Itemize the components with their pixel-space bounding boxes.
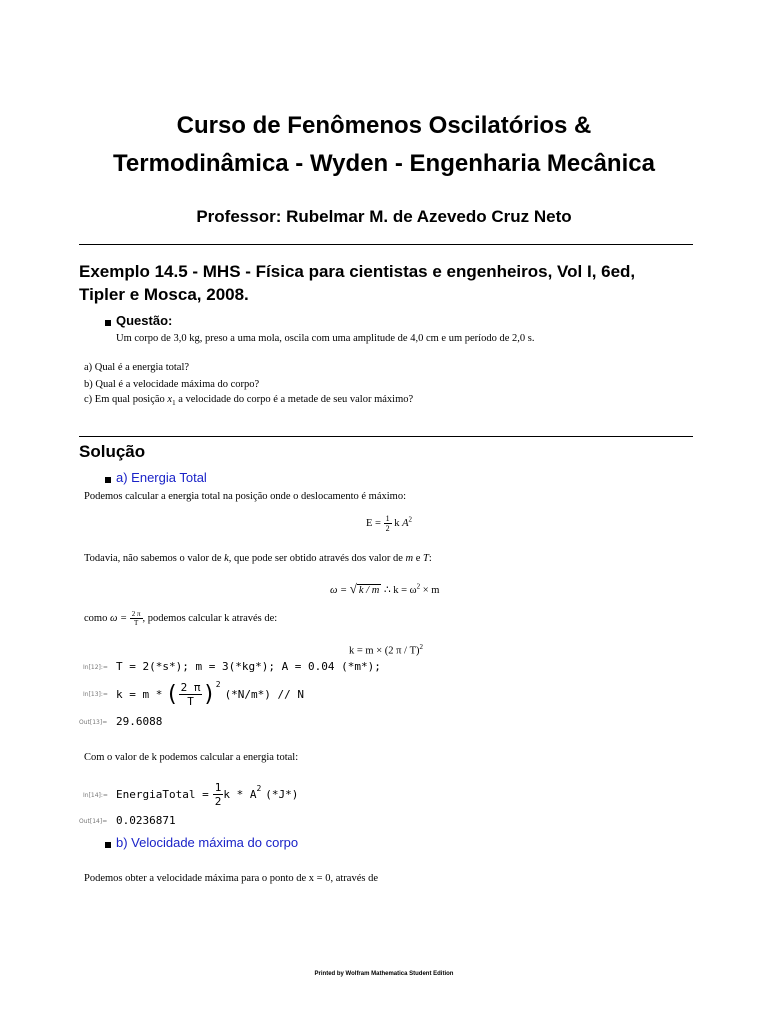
eq-energy-num: 1: [385, 514, 390, 523]
in13-fraction: [179, 681, 203, 708]
p2-var-m: m: [405, 553, 414, 564]
p2-text-end: :: [428, 553, 432, 564]
equation-k: [349, 643, 423, 657]
p3-omega: ω =: [109, 612, 128, 624]
question-c-var: x: [167, 394, 173, 405]
input-cell-14[interactable]: [116, 776, 298, 812]
section-divider: [79, 244, 693, 245]
bullet-icon: [105, 477, 111, 483]
eq-omega-radicand: k / m: [358, 585, 380, 596]
eq-energy-fraction: [384, 514, 392, 533]
input-label: In[12]:=: [83, 664, 108, 671]
left-paren-icon: (: [165, 681, 179, 707]
question-heading: Questão:: [116, 313, 173, 328]
p2-text-e: e: [415, 553, 421, 564]
professor-line: Professor: Rubelmar M. de Azevedo Cruz Neto: [196, 207, 572, 226]
question-c-sub: 1: [172, 399, 176, 408]
part-a-text-4: Com o valor de k podemos calcular a energia total:: [84, 752, 299, 763]
part-a-text-1: Podemos calcular a energia total na posição onde o deslocamento é máximo:: [84, 491, 406, 502]
output-cell-13: 29.6088: [116, 715, 163, 728]
question-c: [84, 394, 413, 407]
in14-fraction: [213, 781, 224, 808]
in14-num: 1: [214, 780, 222, 794]
equation-energy: [366, 514, 412, 533]
part-b-text-1: Podemos obter a velocidade máxima para o ponto de x = 0, através de: [84, 873, 378, 884]
input-label: In[14]:=: [83, 792, 108, 799]
in14-post: (*J*): [265, 787, 299, 801]
eq-k-text: k = m × (2 π / T): [349, 645, 420, 657]
question-b: b) Qual é a velocidade máxima do corpo?: [84, 379, 260, 390]
example-heading-line-1: Exemplo 14.5 - MHS - Física para cientistas e engenheiros, Vol I, 6ed,: [79, 262, 636, 281]
question-c-text-2: a velocidade do corpo é a metade de seu valor máximo?: [178, 394, 414, 405]
in13-exp: 2: [215, 680, 221, 689]
eq-energy-exp: 2: [408, 515, 413, 524]
question-c-text-1: c) Em qual posição: [84, 394, 165, 405]
eq-omega-exp: 2: [416, 582, 421, 591]
title-line-2: Termodinâmica - Wyden - Engenharia Mecânica: [113, 150, 655, 177]
bullet-icon: [105, 320, 111, 326]
in14-den: 2: [214, 794, 222, 808]
p2-text-2: , que pode ser obtido através dos valor de: [228, 553, 403, 564]
input-cell-12[interactable]: T = 2(*s*); m = 3(*kg*); A = 0.04 (*m*);: [116, 660, 381, 673]
p3-num: 2 π: [131, 610, 141, 618]
page-footer: Printed by Wolfram Mathematica Student Edition: [314, 971, 454, 977]
p3-den: T: [133, 619, 139, 627]
input-label: In[13]:=: [83, 691, 108, 698]
solution-divider: [79, 436, 693, 437]
part-a-heading: a) Energia Total: [116, 470, 207, 485]
input-cell-13[interactable]: [116, 676, 304, 712]
eq-omega-lhs: ω =: [330, 585, 348, 596]
eq-energy-lhs: E =: [366, 517, 381, 529]
right-paren-icon: ): [202, 681, 216, 707]
sqrt-icon: √: [349, 581, 357, 596]
output-cell-14: 0.0236871: [116, 814, 176, 827]
part-a-text-3: [84, 610, 277, 627]
output-label: Out[14]=: [79, 818, 108, 825]
p3-fraction: [130, 610, 143, 627]
question-a: a) Qual é a energia total?: [84, 362, 190, 373]
eq-omega-rest: × m: [422, 585, 440, 596]
eq-omega-mid: ∴ k = ω: [383, 585, 417, 596]
in14-pre: EnergiaTotal =: [116, 787, 209, 801]
in13-num: 2 π: [180, 680, 201, 694]
bullet-icon: [105, 842, 111, 848]
in13-pre: k = m *: [116, 687, 163, 701]
part-a-text-2: [84, 553, 432, 564]
p2-var-T: T: [423, 553, 429, 564]
eq-energy-k: k: [394, 517, 400, 529]
in14-mid: k * A: [223, 787, 257, 801]
eq-energy-den: 2: [385, 524, 390, 533]
output-label: Out[13]=: [79, 719, 108, 726]
question-statement: Um corpo de 3,0 kg, preso a uma mola, oscila com uma amplitude de 4,0 cm e um período de 2,0 s.: [116, 333, 535, 344]
eq-energy-var: A: [402, 517, 409, 529]
p2-var-k: k: [224, 553, 229, 564]
equation-omega: [330, 581, 439, 597]
in13-den: T: [187, 694, 194, 708]
title-line-1: Curso de Fenômenos Oscilatórios &: [176, 112, 592, 139]
in13-post: (*N/m*) // N: [224, 687, 305, 701]
p3-text-1: como: [84, 612, 108, 624]
p2-text-1: Todavia, não sabemos o valor de: [84, 553, 222, 564]
example-heading-line-2: Tipler e Mosca, 2008.: [79, 285, 249, 304]
solution-heading: Solução: [79, 442, 146, 461]
in14-exp: 2: [256, 784, 262, 793]
eq-k-exp: 2: [419, 643, 424, 651]
p3-text-2: , podemos calcular k através de:: [142, 612, 278, 624]
part-b-heading: b) Velocidade máxima do corpo: [116, 835, 299, 850]
